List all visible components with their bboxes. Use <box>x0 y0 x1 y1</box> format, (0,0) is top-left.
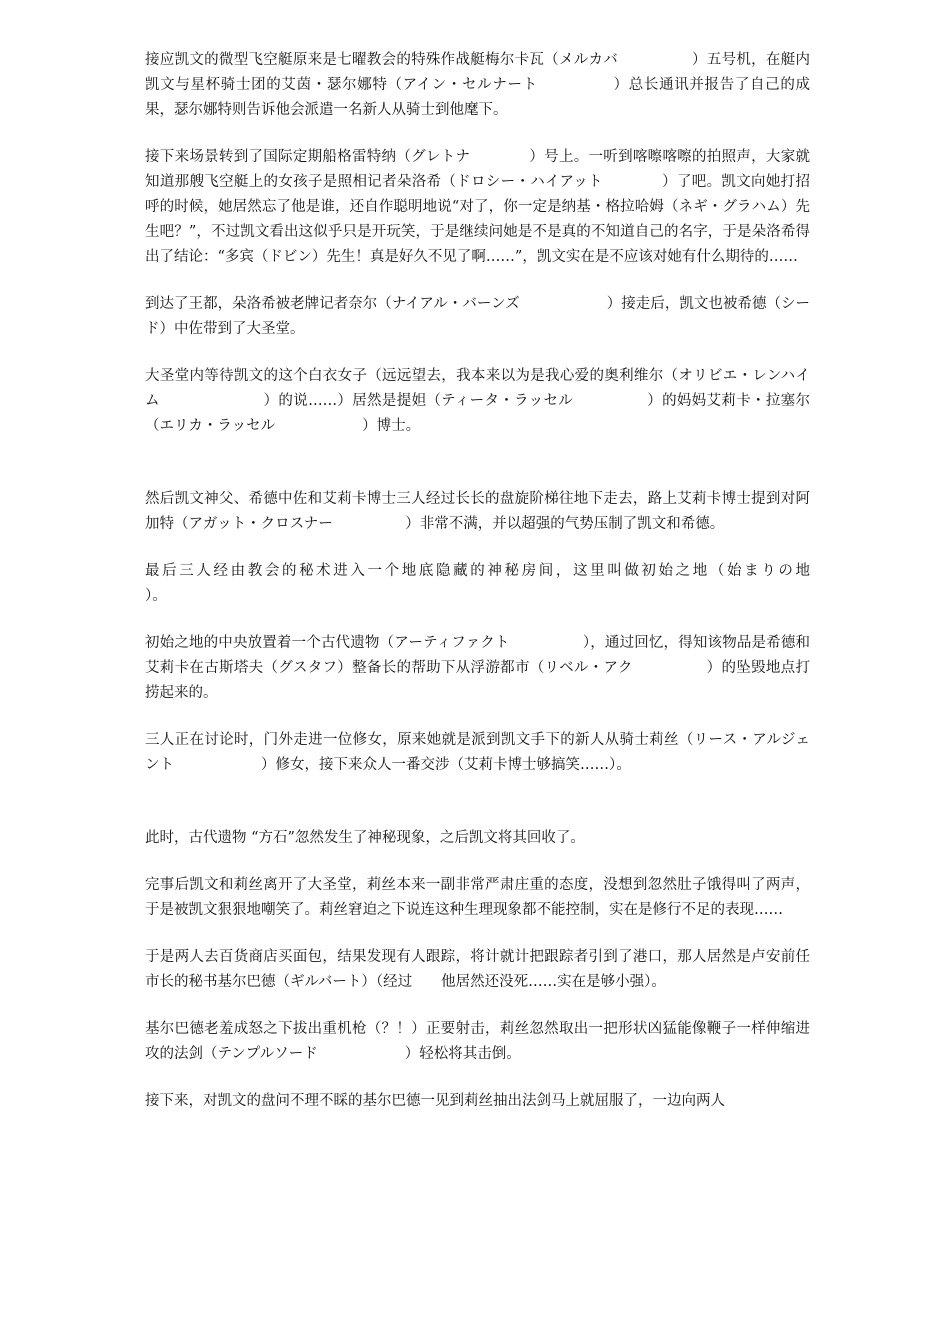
paragraph-staircase: 然后凯文神父、希德中佐和艾莉卡博士三人经过长长的盘旋阶梯往地下走去，路上艾莉卡博士提到对阿加特（アガット・クロスナー ）非常不满，并以超强的气势压制了凯文和希德。 <box>145 491 810 532</box>
paragraph-ries: 三人正在讨论时，门外走进一位修女，原来她就是派到凯文手下的新人从骑士莉丝（リース・アルジェント ）修女，接下来众人一番交涉（艾莉卡博士够搞笑……）。 <box>145 732 810 773</box>
paragraph-artifact: 初始之地的中央放置着一个古代遗物（アーティファクト ），通过回忆，得知该物品是希德和艾莉卡在古斯塔夫（グスタフ）整备长的帮助下从浮游都市（リベル・アク ）的坠毁地点打捞起来的。 <box>145 635 810 701</box>
paragraph-cube: 此时，古代遗物 “方石”忽然发生了神秘现象，之后凯文将其回收了。 <box>145 830 585 846</box>
document-page <box>145 48 912 1114</box>
paragraph-gretna: 接下来场景转到了国际定期船格雷特纳（グレトナ ）号上。一听到喀嚓喀嚓的拍照声，大家就知道那艘飞空艇上的女孩子是照相记者朵洛希（ドロシー・ハイアット ）了吧。凯文向她打招呼的时候，她居然忘了他是谁，还自作聪明地说“对了，你一定是纳基・格拉哈姆（ネギ・グラハム）先生吧？”，不过凯文看出这似乎只是开玩笑，于是继续问她是不是真的不知道自己的名字，于是朵洛希得出了结论：“多宾（ドビン）先生！真是好久不见了啊……”，凯文实在是不应该对她有什么期待的…… <box>145 149 810 265</box>
paragraph-surrender: 接下来，对凯文的盘问不理不睬的基尔巴德一见到莉丝抽出法剑马上就屈服了，一边向两人 <box>145 1093 725 1109</box>
paragraph-hungry: 完事后凯文和莉丝离开了大圣堂，莉丝本来一副非常严肃庄重的态度，没想到忽然肚子饿得叫了两声，于是被凯文狠狠地嘲笑了。莉丝窘迫之下说连这种生理现象都不能控制，实在是修行不足的表现…… <box>145 877 810 918</box>
paragraph-merkabah: 接应凯文的微型飞空艇原来是七曜教会的特殊作战艇梅尔卡瓦（メルカバ ）五号机，在艇内凯文与星杯骑士团的艾茵・瑟尔娜特（アイン・セルナート ）总长通讯并报告了自己的成果，瑟尔娜特则告诉他会派遣一名新人从骑士到他麾下。 <box>145 52 810 118</box>
paragraph-bakery: 于是两人去百货商店买面包，结果发现有人跟踪，将计就计把跟踪者引到了港口，那人居然是卢安前任市长的秘书基尔巴德（ギルバート）（经过 他居然还没死……实在是够小强）。 <box>145 949 810 990</box>
paragraph-royal-capital: 到达了王都，朵洛希被老牌记者奈尔（ナイアル・バーンズ ）接走后，凯文也被希德（シード）中佐带到了大圣堂。 <box>145 296 810 337</box>
paragraph-origin-land: 最后三人经由教会的秘术进入一个地底隐藏的神秘房间，这里叫做初始之地（始まりの地 ）。 <box>145 563 912 604</box>
paragraph-templar-sword: 基尔巴德老羞成怒之下拔出重机枪（？！）正要射击，莉丝忽然取出一把形状凶猛能像鞭子一样伸缩进攻的法剑（テンプルソード ）轻松将其击倒。 <box>145 1021 810 1062</box>
paragraph-cathedral: 大圣堂内等待凯文的这个白衣女子（远远望去，我本来以为是我心爱的奥利维尔（オリビエ・レンハイム ）的说……）居然是提妲（ティータ・ラッセル ）的妈妈艾莉卡・拉塞尔（エリカ・ラッセル ）博士。 <box>145 368 810 434</box>
